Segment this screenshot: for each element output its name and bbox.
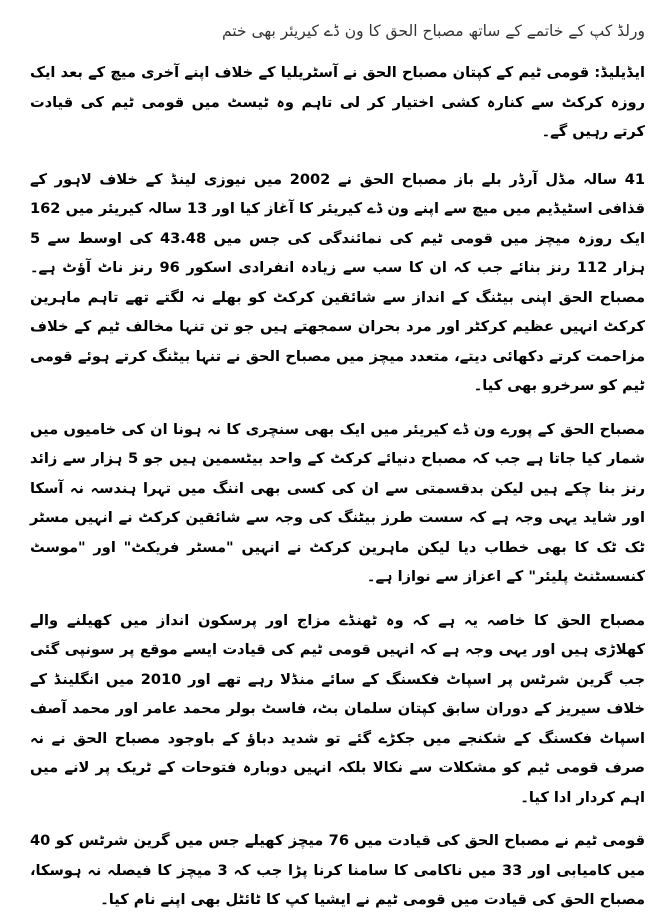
article-paragraph-captaincy: مصباح الحق کا خاصہ یہ ہے کہ وہ ٹھنڈے مزاج اور پرسکون انداز میں کھیلنے والے کھلاڑی ہیں اور یہی وجہ ہے کہ انہیں قومی ٹیم کی قیادت ایسے موقع پر سونپی گئی جب گرین شرٹس پر اسپاٹ فکسنگ کے سائے منڈلا رہے تھے اور 2010 میں انگلینڈ کے خلاف سیریز کے دوران سابق کپتان سلمان بٹ، فاسٹ بولر محمد عامر اور محمد آصف اسپاٹ فکسنگ کے شکنجے میں جکڑے گئے تو شدید دباؤ کے باوجود مصباح الحق نے نہ صرف قومی ٹیم کو مشکلات سے نکالا بلکہ انہیں دوبارہ فتوحات کے ٹریک پر لانے میں اہم کردار ادا کیا۔ [30, 611, 645, 806]
article-paragraph-lead: ایڈیلیڈ: قومی ٹیم کے کپتان مصباح الحق نے آسٹریلیا کے خلاف اپنے آخری میچ کے بعد ایک روزہ کرکٹ سے کنارہ کشی اختیار کر لی تاہم وہ ٹیسٹ میں قومی ٹیم کی قیادت کرتے رہیں گے۔ [30, 64, 645, 140]
article-title: ورلڈ کپ کے خاتمے کے ساتھ مصباح الحق کا ون ڈے کیریئر بھی ختم [221, 22, 645, 40]
article-paragraph-career: 41 سالہ مڈل آرڈر بلے باز مصباح الحق نے 2002 میں نیوزی لینڈ کے خلاف لاہور کے قذافی اسٹیڈیم میں میچ سے اپنے ون ڈے کیریئر کا آغاز کیا اور 13 سالہ کیریئر میں 162 ایک روزہ میچز میں قومی ٹیم کی نمائندگی کی جس میں 43.48 کی اوسط سے 5 ہزار 112 رنز بنائے جب کہ ان کا سب سے زیادہ انفرادی اسکور 96 رنز ناٹ آؤٹ ہے۔ مصباح الحق اپنی بیٹنگ کے انداز سے شائقین کرکٹ کو بھلے نہ لگتے تھے تاہم ماہرین کرکٹ انہیں عظیم کرکٹر اور مرد بحران سمجھتے ہیں جو تن تنہا مخالف ٹیم کے خلاف مزاحمت کرتے دکھائی دیتے، متعدد میچز میں مصباح الحق نے تنہا بیٹنگ کرتے ہوئے قومی ٹیم کو سرخرو بھی کیا۔ [30, 170, 646, 394]
article-paragraph-record: قومی ٹیم نے مصباح الحق کی قیادت میں 76 میچز کھیلے جس میں گرین شرٹس کو 40 میں کامیابی اور 33 میں ناکامی کا سامنا کرنا پڑا جب کہ 3 میچز کا فیصلہ نہ ہوسکا، مصباح الحق کی قیادت میں قومی ٹیم نے ایشیا کپ کا ٹائٹل بھی اپنے نام کیا۔ [30, 832, 645, 908]
article-paragraph-centuries: مصباح الحق کے پورے ون ڈے کیریئر میں ایک بھی سنچری کا نہ ہونا ان کی خامیوں میں شمار کیا جاتا ہے جب کہ مصباح دنیائے کرکٹ کے واحد بیٹسمین ہیں جو 5 ہزار سے زائد رنز بنا چکے ہیں لیکن بدقسمتی سے ان کی کسی بھی اننگ میں تہرا ہندسہ نہ آسکا اور شاید یہی وجہ ہے کہ سست طرز بیٹنگ کی وجہ سے شائقین کرکٹ نے انہیں مسٹر ٹک ٹک کا بھی خطاب دیا لیکن ماہرین کرکٹ نے انہیں "مسٹر فریکٹ" اور "موسٹ کنسسٹنٹ پلیئر" کے اعزاز سے نوازا ہے۔ [30, 420, 645, 585]
